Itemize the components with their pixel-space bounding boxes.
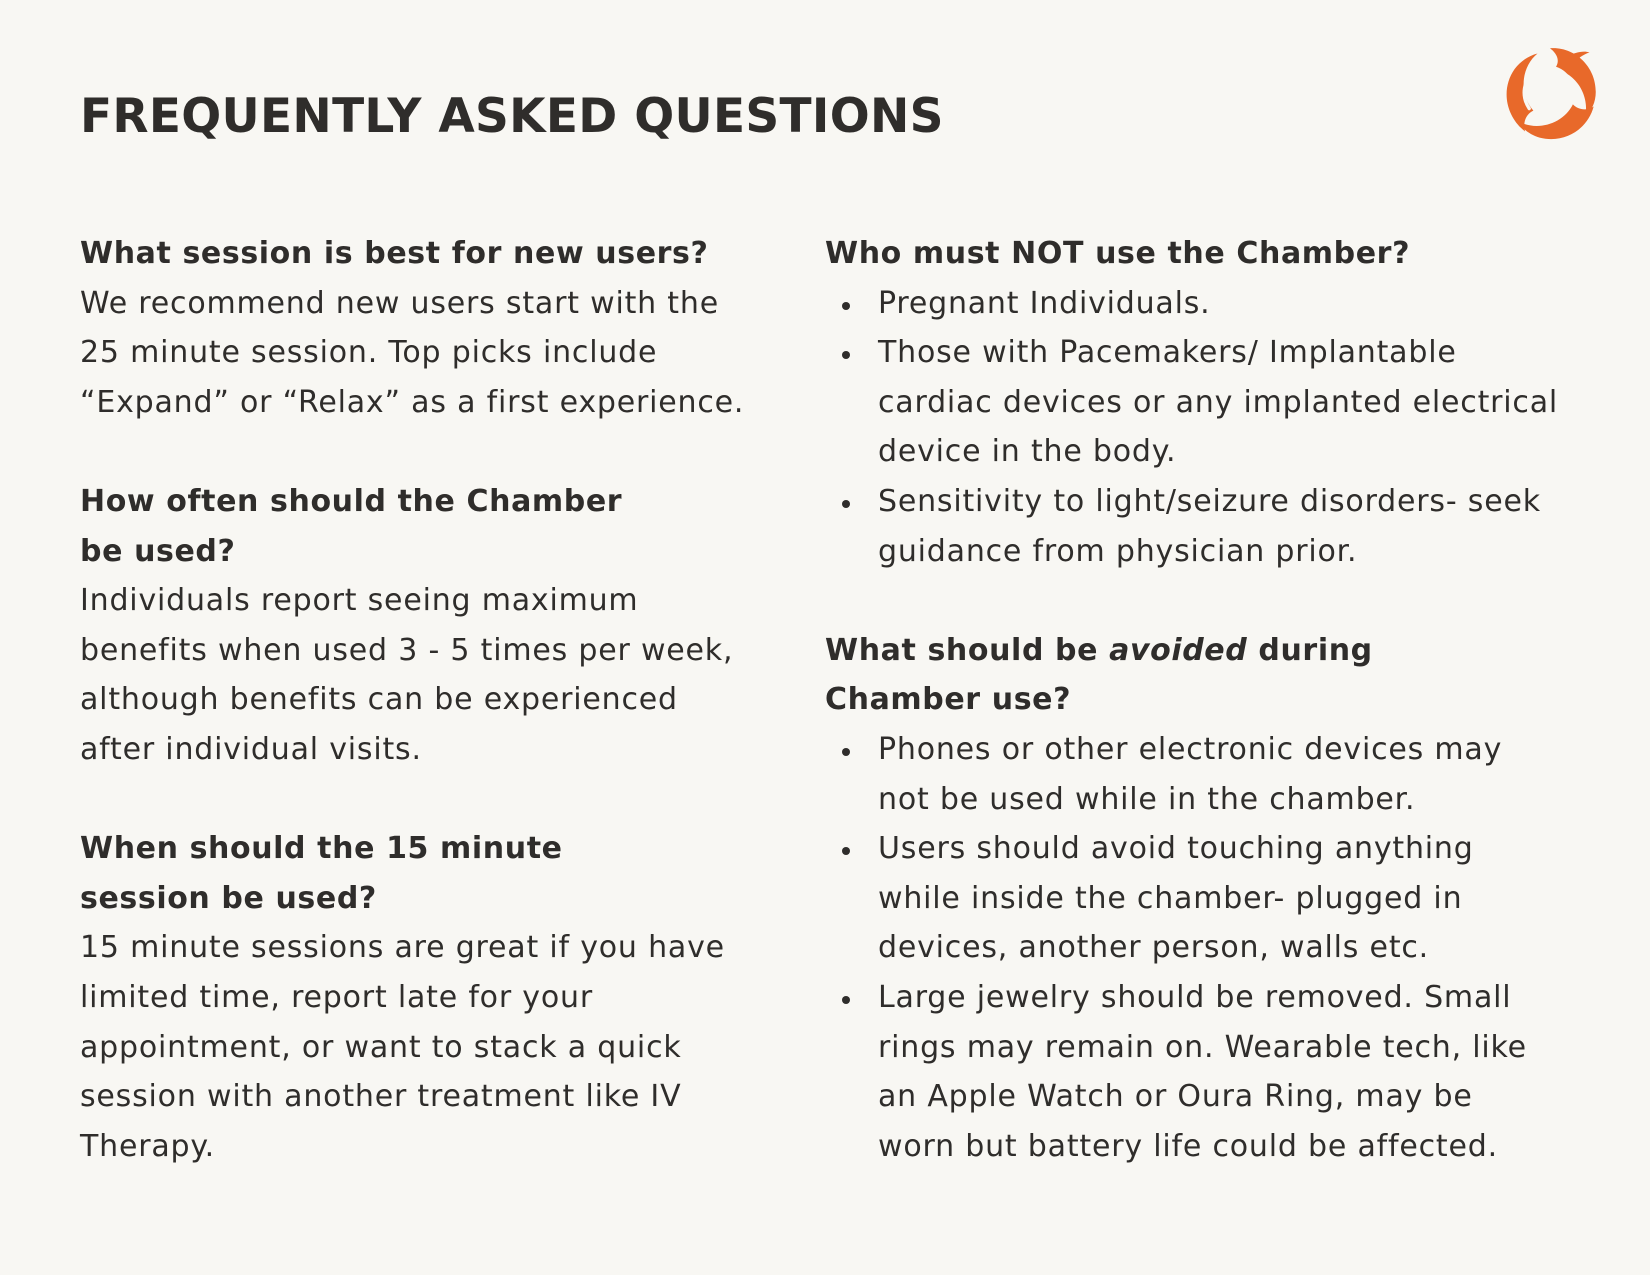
answer-line: benefits when used 3 - 5 times per week,: [80, 632, 734, 668]
answer-line: Therapy.: [80, 1128, 215, 1164]
bullet-line: device in the body.: [878, 434, 1177, 470]
list-item: [825, 725, 1610, 824]
question-line: session be used?: [80, 880, 377, 916]
bullet-line: not be used while in the chamber.: [878, 781, 1416, 817]
faq-question: Who must NOT use the Chamber?: [825, 236, 1411, 271]
orange-swirl-logo-icon: [1498, 42, 1602, 146]
answer-line: Individuals report seeing maximum: [80, 583, 639, 619]
question-line: [825, 626, 1610, 676]
bullet-line: rings may remain on. Wearable tech, like: [878, 1029, 1527, 1065]
list-item: [825, 824, 1610, 973]
answer-line: 25 minute session. Top picks include: [80, 335, 658, 371]
left-column: [80, 229, 780, 1171]
faq-15-minute-session: [80, 824, 780, 1171]
faq-question: [80, 824, 780, 923]
answer-line: after individual visits.: [80, 731, 422, 767]
bullet-line: worn but battery life could be affected.: [878, 1128, 1498, 1164]
bullet-line: an Apple Watch or Oura Ring, may be: [878, 1079, 1473, 1115]
answer-line: “Expand” or “Relax” as a first experience.: [80, 384, 745, 420]
bullet-line: Pregnant Individuals.: [878, 285, 1211, 321]
bullet-list: [825, 725, 1610, 1171]
page-title: FREQUENTLY ASKED QUESTIONS: [80, 89, 944, 144]
right-column: [825, 229, 1610, 1171]
bullet-line: while inside the chamber- plugged in: [878, 880, 1463, 916]
bullet-line: cardiac devices or any implanted electrical: [878, 384, 1559, 420]
list-item: [825, 328, 1610, 477]
question-line: be used?: [80, 533, 236, 569]
answer-line: although benefits can be experienced: [80, 682, 678, 718]
bullet-line: Those with Pacemakers/ Implantable: [878, 335, 1457, 371]
answer-line: session with another treatment like IV: [80, 1079, 682, 1115]
question-emphasis: avoided: [1109, 632, 1248, 668]
faq-answer: [80, 279, 780, 428]
faq-how-often: [80, 477, 780, 775]
bullet-line: Phones or other electronic devices may: [878, 731, 1503, 767]
bullet-line: Sensitivity to light/seizure disorders- seek: [878, 483, 1541, 519]
bullet-list: [825, 279, 1610, 577]
faq-question: [825, 626, 1610, 725]
list-item: [825, 973, 1610, 1171]
question-text: during: [1247, 632, 1373, 668]
bullet-line: Large jewelry should be removed. Small: [878, 979, 1512, 1015]
question-text: What should be: [825, 632, 1110, 668]
faq-question: What session is best for new users?: [80, 236, 709, 271]
answer-line: We recommend new users start with the: [80, 285, 719, 321]
question-line: Chamber use?: [825, 682, 1072, 718]
faq-question: [80, 477, 780, 576]
bullet-line: guidance from physician prior.: [878, 533, 1358, 569]
faq-answer: [80, 923, 780, 1171]
question-line: When should the 15 minute: [80, 831, 563, 867]
faq-new-users: [80, 229, 780, 427]
answer-line: 15 minute sessions are great if you have: [80, 930, 725, 966]
bullet-line: devices, another person, walls etc.: [878, 930, 1430, 966]
faq-what-to-avoid: [825, 626, 1610, 1172]
list-item: [825, 477, 1610, 576]
faq-answer: [80, 576, 780, 774]
question-line: How often should the Chamber: [80, 483, 623, 519]
answer-line: appointment, or want to stack a quick: [80, 1029, 682, 1065]
list-item: [825, 279, 1610, 329]
answer-line: limited time, report late for your: [80, 979, 593, 1015]
bullet-line: Users should avoid touching anything: [878, 831, 1474, 867]
faq-who-must-not-use: [825, 229, 1610, 576]
